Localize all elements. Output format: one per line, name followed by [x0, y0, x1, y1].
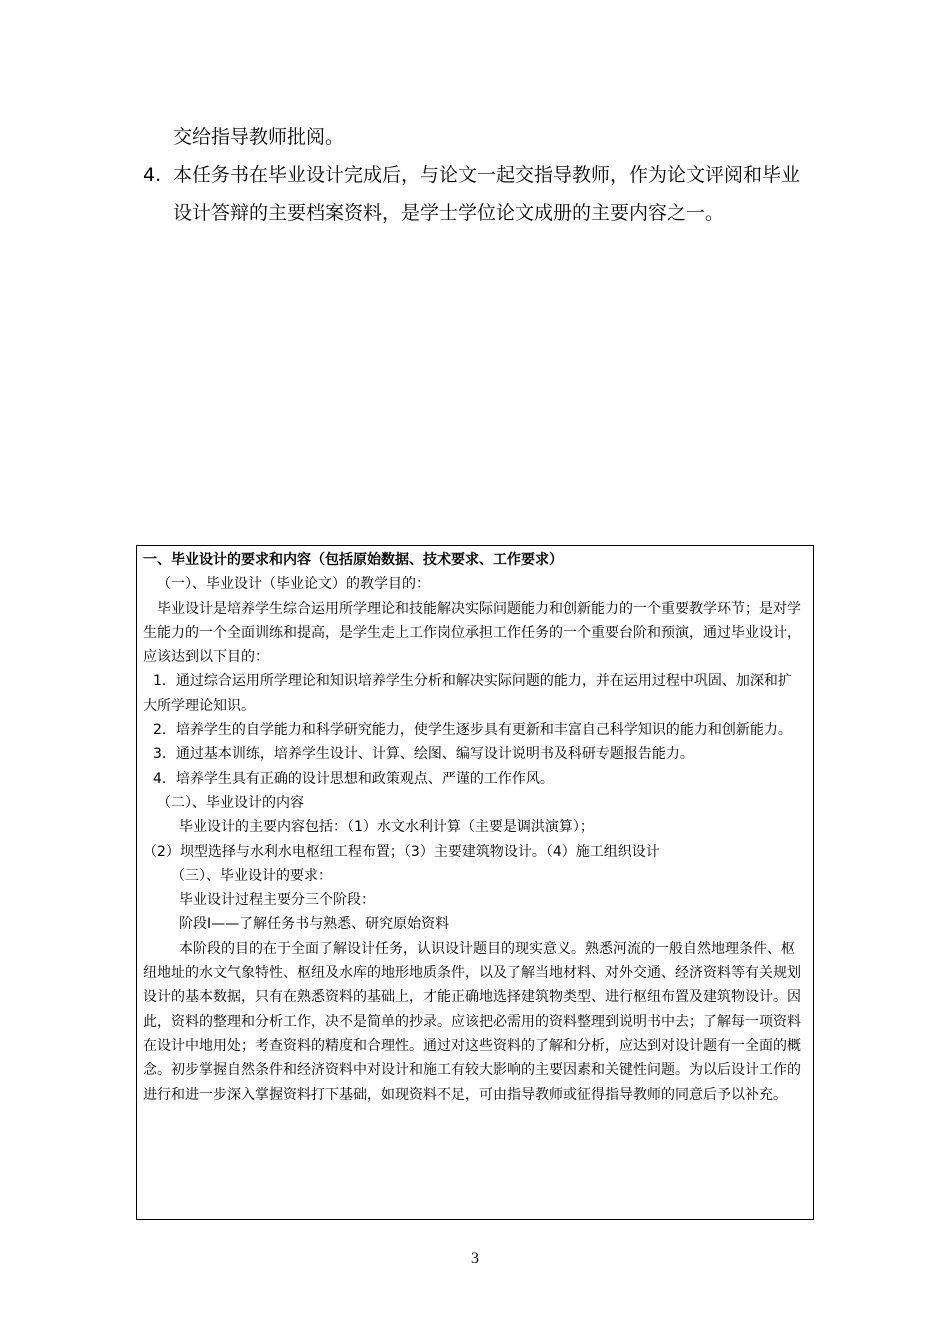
stage1-description: 本阶段的目的在于全面了解设计任务，认识设计题目的现实意义。熟悉河流的一般自然地理条件、枢纽地址的水文气象特性、枢纽及水库的地形地质条件，以及了解当地材料、对外交通、经济资料等有关规划设计的基本数据，只有在熟悉资料的基础上，才能正确地选择建筑物类型、进行枢纽布置及建筑物设计。因此，资料的整理和分析工作，决不是简单的抄录。应该把必需用的资料整理到说明书中去；了解每一项资料在设计中地用处；考查资料的精度和合理性。通过对这些资料的了解和分析，应达到对设计题有一全面的概念。初步掌握自然条件和经济资料中对设计和施工有较大影响的主要因素和关键性问题。为以后设计工作的进行和进一步深入掌握资料打下基础，如现资料不足，可由指导教师或征得指导教师的同意后予以补充。	[143, 940, 801, 1103]
section1-title: （一）、毕业设计（毕业论文）的教学目的：	[157, 576, 430, 593]
section2-line: 毕业设计的主要内容包括：（1）水文水利计算（主要是调洪演算）；	[179, 819, 594, 836]
goal-item: 2．培养学生的自学能力和科学研究能力，使学生逐步具有更新和丰富自己科学知识的能力和创新能力。	[153, 722, 792, 739]
goal-item: 1．通过综合运用所学理论和知识培养学生分析和解决实际问题的能力，并在运用过程中巩固、加深和扩大所学理论知识。	[143, 673, 792, 714]
stage1-title: 阶段Ⅰ——了解任务书与熟悉、研究原始资料	[179, 916, 450, 933]
section1-intro: 毕业设计是培养学生综合运用所学理论和技能解决实际问题能力和创新能力的一个重要教学环节；是对学生能力的一个全面训练和提高，是学生走上工作岗位承担工作任务的一个重要台阶和预演，通过毕业设计，应该达到以下目的：	[143, 600, 801, 666]
section2-title: （二）、毕业设计的内容	[157, 794, 304, 811]
goal-item: 3．通过基本训练，培养学生设计、计算、绘图、编写设计说明书及科研专题报告能力。	[153, 746, 694, 763]
instructions-continued	[143, 118, 813, 232]
page-number: 3	[471, 1250, 479, 1267]
item3-continuation: 交给指导教师批阅。	[173, 126, 345, 148]
item4-number: 4.	[143, 164, 162, 186]
item4-text: 本任务书在毕业设计完成后，与论文一起交指导教师，作为论文评阅和毕业设计答辩的主要档案资料，是学士学位论文成册的主要内容之一。	[173, 164, 801, 224]
requirements-box	[136, 545, 814, 1220]
goal-item: 4．培养学生具有正确的设计思想和政策观点、严谨的工作作风。	[153, 770, 554, 787]
box-heading: 一、毕业设计的要求和内容（包括原始数据、技术要求、工作要求）	[143, 552, 563, 568]
section3-line: 毕业设计过程主要分三个阶段：	[179, 892, 375, 909]
section2-line: （2）坝型选择与水利水电枢纽工程布置；（3）主要建筑物设计。（4）施工组织设计	[143, 843, 660, 860]
instruction-item-4	[143, 156, 813, 232]
section3-title: （三）、毕业设计的要求：	[171, 867, 332, 884]
